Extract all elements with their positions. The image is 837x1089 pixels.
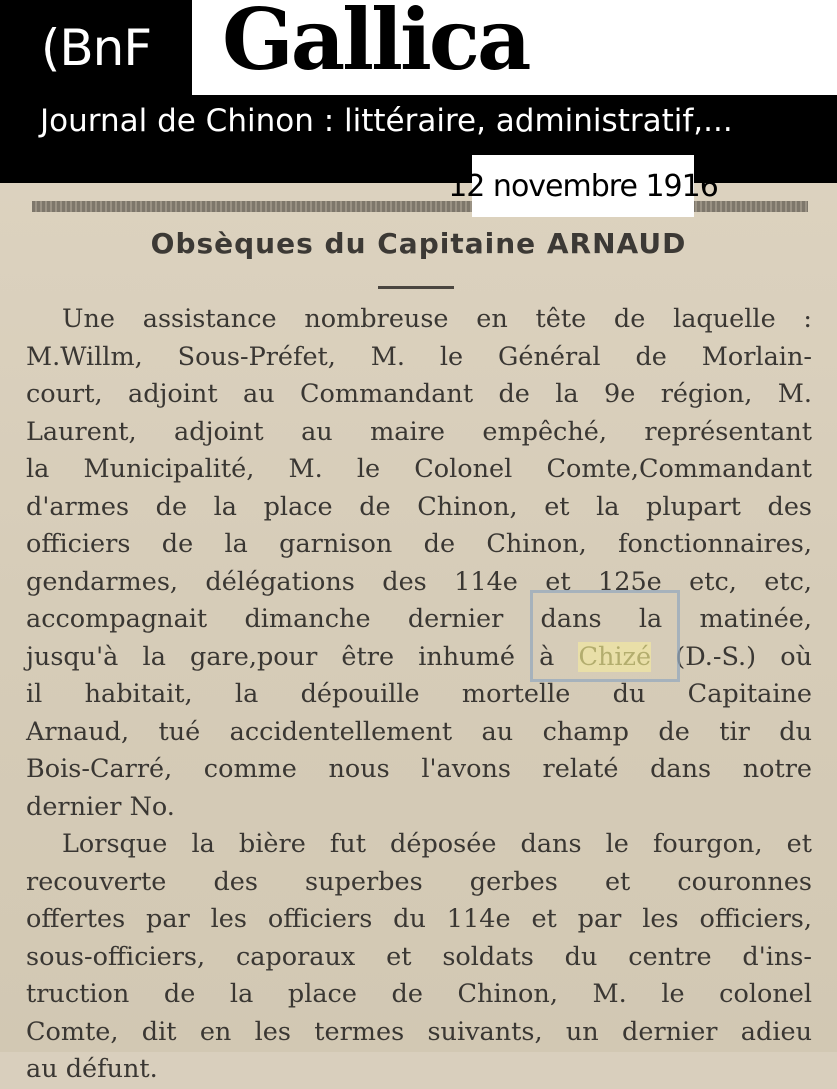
text-line: Arnaud, tué accidentellement au champ de tir du bbox=[26, 716, 812, 747]
text-line: offertes par les officiers du 114e et par les officiers, bbox=[26, 904, 812, 934]
text-line: sous-officiers, caporaux et soldats du centre d'ins- bbox=[26, 941, 812, 972]
gallica-banner bbox=[192, 0, 837, 95]
text-line: accompagnait dimanche dernier dans la matinée, bbox=[26, 604, 812, 634]
article-headline: Obsèques du Capitaine ARNAUD bbox=[150, 227, 687, 260]
text-line: recouverte des superbes gerbes et couronnes bbox=[26, 866, 812, 897]
text-line: au défunt. bbox=[26, 1054, 158, 1084]
search-hit-box[interactable] bbox=[530, 590, 680, 682]
text-line: gendarmes, délégations des 114e et 125e etc, etc, bbox=[26, 566, 812, 597]
text-line: Bois-Carré, comme nous l'avons relaté dans notre bbox=[26, 754, 812, 784]
text-line: d'armes de la place de Chinon, et la plupart des bbox=[26, 491, 812, 522]
scanned-page bbox=[0, 183, 837, 1084]
text-line: Laurent, adjoint au maire empêché, représentant bbox=[26, 416, 812, 447]
document-title: Journal de Chinon : littéraire, administratif,... bbox=[40, 103, 733, 139]
text-line: Comte, dit en les termes suivants, un dernier adieu bbox=[26, 1016, 812, 1047]
bnf-logo[interactable]: (BnF bbox=[0, 0, 192, 95]
text-line-with-highlight: jusqu'à la gare,pour être inhumé à Chizé (D.-S.) où bbox=[26, 641, 813, 672]
article-body bbox=[26, 301, 812, 1089]
search-highlight[interactable]: Chizé bbox=[578, 641, 652, 672]
text-line: court, adjoint au Commandant de la 9e région, M. bbox=[26, 379, 812, 409]
text-line: Une assistance nombreuse en tête de laquelle : bbox=[62, 304, 812, 334]
text-line: M.Willm, Sous-Préfet, M. le Général de Morlain- bbox=[26, 341, 812, 372]
text-line: la Municipalité, M. le Colonel Comte,Commandant bbox=[26, 454, 812, 484]
text-line: officiers de la garnison de Chinon, fonctionnaires, bbox=[26, 529, 812, 559]
text-line: Lorsque la bière fut déposée dans le fourgon, et bbox=[62, 829, 812, 859]
issue-date-badge: 12 novembre 1916 bbox=[472, 155, 694, 217]
text-line: truction de la place de Chinon, M. le colonel bbox=[26, 979, 812, 1009]
gallica-logo[interactable]: Gallica bbox=[222, 0, 529, 89]
headline-rule bbox=[378, 286, 454, 289]
text-line: dernier No. bbox=[26, 791, 175, 822]
text-line: il habitait, la dépouille mortelle du Capitaine bbox=[26, 679, 812, 709]
